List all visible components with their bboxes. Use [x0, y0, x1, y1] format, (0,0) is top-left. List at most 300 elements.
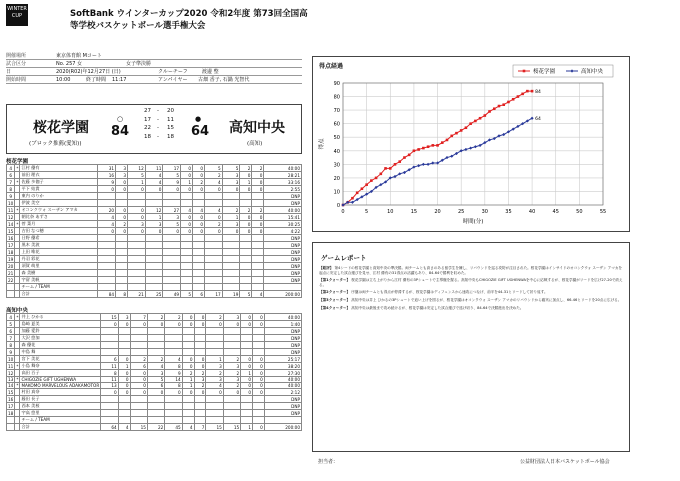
table-cell: 黒木 美波 [20, 242, 98, 249]
table-cell [240, 256, 252, 263]
table-cell [128, 270, 146, 277]
table-cell [145, 270, 163, 277]
table-row [7, 291, 302, 298]
table-cell: 16 [98, 172, 116, 179]
table-cell: 12 [8, 214, 14, 220]
table-cell [116, 263, 128, 270]
table-cell: 0 [128, 207, 146, 214]
table-cell [222, 284, 240, 291]
table-cell: 0 [118, 356, 130, 363]
table-cell: 4 [252, 291, 264, 298]
table-cell: 0 [116, 179, 128, 186]
table-cell [163, 277, 181, 284]
quarter-score: 11 [167, 116, 174, 123]
table-cell: 20 [98, 207, 116, 214]
table-cell [181, 242, 193, 249]
table-row [7, 410, 302, 417]
table-cell: 0 [145, 228, 163, 235]
table-cell: 2:55 [264, 186, 302, 193]
table-cell: 33:16 [264, 179, 302, 186]
table-cell [165, 349, 182, 356]
table-cell: 0 [240, 221, 252, 228]
table-cell [241, 335, 253, 342]
table-cell: 84 [98, 291, 116, 298]
data-point [427, 145, 430, 148]
table-cell [206, 396, 223, 403]
data-point [370, 179, 373, 182]
table-cell [181, 284, 193, 291]
table-cell [147, 349, 164, 356]
table-cell: オコンクウォ スーザン アマカ [20, 207, 98, 214]
game-info [6, 52, 302, 84]
table-cell: 6 [7, 172, 15, 179]
table-cell: 0 [118, 377, 130, 383]
table-cell: 4 [7, 165, 15, 172]
table-cell [181, 270, 193, 277]
table-cell: 日野 優希 [20, 235, 98, 242]
data-point [408, 154, 411, 157]
table-cell: 18 [8, 410, 14, 416]
table-cell [193, 270, 205, 277]
report-body: 桜花学園は立ち上がりから江村 優有の3Pシュートで主導権を握る。高知中央もCHIGOZIE GIFT UGHENWAを中心に応戦するが、桜花学園がリードを広げ27-20で終える。 [319, 278, 623, 287]
data-point [507, 101, 510, 104]
table-cell: 2 [182, 370, 194, 377]
table-cell [165, 396, 182, 403]
table-cell [205, 235, 223, 242]
table-cell: 40:00 [264, 207, 302, 214]
table-cell [181, 249, 193, 256]
table-cell: 14 [8, 383, 14, 389]
quarter-scores-b [167, 107, 174, 141]
table-cell: 0 [98, 186, 116, 193]
table-cell [101, 396, 118, 403]
table-cell: 0 [252, 186, 264, 193]
series-end-label: 84 [535, 90, 541, 96]
table-cell: DNP [264, 242, 302, 249]
page-title: SoftBank ウインターカップ2020 令和2年度 第73回全国高等学校バスケットボール選手権大会 [70, 9, 308, 31]
table-cell [163, 284, 181, 291]
table-cell: 1 [182, 383, 194, 389]
table-cell: 6 [7, 328, 15, 335]
table-cell [205, 270, 223, 277]
table-row [7, 263, 302, 270]
table-cell: 27:30 [264, 370, 301, 377]
table-cell: 伊波 美空 [20, 200, 98, 207]
table-cell [241, 410, 253, 417]
plot-area [343, 83, 603, 205]
table-row [7, 403, 302, 410]
table-cell: 17 [205, 291, 223, 298]
table-cell: 0 [252, 228, 264, 235]
table-row [7, 321, 302, 328]
table-cell: 0 [165, 321, 182, 328]
table-cell: 0 [252, 179, 264, 186]
table-cell [182, 403, 194, 410]
y-tick-label: 50 [333, 135, 340, 142]
table-row [7, 277, 302, 284]
table-cell: 藤田 長子 [20, 396, 101, 403]
table-cell [116, 277, 128, 284]
x-tick-label: 35 [505, 209, 512, 215]
table-cell: 0 [253, 389, 265, 396]
y-tick-label: 20 [333, 175, 340, 182]
table-cell [193, 193, 205, 200]
table-cell: 15 [8, 389, 14, 395]
table-cell: 2 [223, 383, 240, 389]
table-cell: 11 [8, 207, 14, 213]
table-cell [165, 328, 182, 335]
table-cell: 0 [240, 228, 252, 235]
table-cell [206, 403, 223, 410]
table-cell [128, 235, 146, 242]
legend-marker [523, 70, 526, 73]
table-cell: 0 [181, 165, 193, 172]
table-cell [147, 410, 164, 417]
table-row [7, 389, 302, 396]
table-cell [182, 417, 194, 424]
y-axis-label: 得点 [319, 138, 325, 150]
footer-author: 担当者： [318, 459, 339, 465]
table-cell [7, 284, 15, 291]
table-cell [241, 349, 253, 356]
table-cell: 3 [206, 377, 223, 383]
table-cell [145, 200, 163, 207]
table-cell: 江村 優有 [20, 165, 98, 172]
table-row [7, 165, 302, 172]
data-point [521, 93, 524, 96]
table-cell [118, 328, 130, 335]
table-cell: 4 [206, 383, 223, 389]
table-cell: 30:25 [264, 221, 302, 228]
table-cell: 4 [205, 179, 223, 186]
table-cell: 3 [145, 221, 163, 228]
table-cell [130, 396, 147, 403]
data-point [417, 148, 420, 151]
y-tick-label: 70 [333, 108, 340, 115]
table-cell [253, 403, 265, 410]
table-cell [205, 277, 223, 284]
table-cell [193, 200, 205, 207]
data-point [479, 117, 482, 120]
info-label2: クルーチーフ [158, 69, 188, 75]
table-cell: 0 [130, 377, 147, 383]
table-cell [223, 410, 240, 417]
table-cell: 0 [182, 314, 194, 321]
x-tick-label: 50 [576, 209, 583, 215]
x-tick-label: 10 [387, 209, 394, 215]
table-cell [181, 200, 193, 207]
table-row [7, 370, 302, 377]
table-cell [182, 349, 194, 356]
table-cell [163, 249, 181, 256]
data-point [441, 141, 444, 144]
table-cell: 1 [128, 179, 146, 186]
table-cell: 0 [118, 321, 130, 328]
table-row [7, 249, 302, 256]
table-cell: 0 [163, 186, 181, 193]
table-cell [205, 263, 223, 270]
table-cell: 5 [181, 291, 193, 298]
table-cell: 0 [241, 321, 253, 328]
table-cell: 3 [222, 221, 240, 228]
table-cell: 5 [147, 377, 164, 383]
table-cell [253, 410, 265, 417]
x-tick-label: 20 [434, 209, 441, 215]
box-score-b-title: 高知中央 [6, 308, 29, 314]
table-cell: 西本 美桜 [20, 403, 101, 410]
table-cell: 0 [116, 214, 128, 221]
table-cell: 0 [128, 228, 146, 235]
table-cell: 7 [130, 314, 147, 321]
table-cell: 10 [8, 356, 14, 362]
table-cell: 0 [194, 321, 206, 328]
table-cell: 2 [240, 207, 252, 214]
table-cell [194, 342, 206, 349]
table-cell [130, 410, 147, 417]
table-cell: 0 [181, 214, 193, 221]
table-cell: 加藤 愛鈴 [20, 328, 101, 335]
table-cell: 0 [145, 186, 163, 193]
table-cell: 0 [194, 389, 206, 396]
data-point [436, 144, 439, 147]
table-cell: 2 [240, 165, 252, 172]
table-cell: 4 [147, 363, 164, 370]
x-tick-label: 0 [341, 209, 345, 215]
table-cell [222, 242, 240, 249]
table-cell [145, 235, 163, 242]
table-cell [241, 417, 253, 424]
table-cell: 0 [181, 172, 193, 179]
table-cell: 22 [8, 277, 14, 283]
data-point [474, 145, 477, 148]
quarter-separator: - - - - [157, 108, 159, 140]
table-cell: 0 [116, 186, 128, 193]
quarter-scores-a [144, 107, 151, 141]
table-cell: 0 [253, 356, 265, 363]
table-cell: DNP [264, 328, 301, 335]
table-cell [241, 342, 253, 349]
table-cell: 7 [7, 179, 15, 186]
table-row [7, 235, 302, 242]
table-cell [240, 235, 252, 242]
table-cell: 1 [222, 214, 240, 221]
table-cell [240, 284, 252, 291]
table-cell: 2 [194, 383, 206, 389]
table-cell [223, 403, 240, 410]
table-cell [101, 342, 118, 349]
table-cell: * [16, 383, 19, 389]
table-cell: 40:00 [264, 377, 301, 383]
table-cell: DNP [264, 277, 302, 284]
table-cell: 4 [118, 424, 130, 431]
table-cell [7, 291, 15, 298]
table-cell: 12 [128, 165, 146, 172]
table-cell [98, 242, 116, 249]
quarter-score: 20 [167, 108, 174, 114]
table-cell [101, 328, 118, 335]
table-cell: 6 [193, 291, 205, 298]
team-a-score: 84 [111, 124, 130, 139]
table-cell: 中島 舞 [20, 349, 101, 356]
table-cell: 合計 [20, 424, 101, 431]
win-marker-icon: ○ [117, 115, 124, 123]
table-cell: 0 [240, 186, 252, 193]
table-cell: 11 [8, 363, 14, 369]
table-cell [252, 263, 264, 270]
report-paragraph [319, 278, 623, 287]
table-cell [241, 403, 253, 410]
y-tick-label: 30 [333, 162, 340, 169]
table-cell: 2 [130, 356, 147, 363]
data-point [398, 160, 401, 163]
table-cell: 0 [118, 370, 130, 377]
table-cell: 49 [163, 291, 181, 298]
table-cell [252, 270, 264, 277]
table-cell [116, 270, 128, 277]
table-cell: 3 [128, 221, 146, 228]
y-tick-label: 90 [333, 81, 340, 87]
data-point [446, 139, 449, 142]
info-value: No. 257 女 [56, 61, 83, 67]
table-cell: 15 [101, 314, 118, 321]
data-point [426, 163, 429, 166]
table-cell: 3 [116, 172, 128, 179]
table-cell [128, 256, 146, 263]
table-cell: 0 [222, 228, 240, 235]
table-cell [98, 263, 116, 270]
table-row [7, 179, 302, 186]
table-cell: 4 [145, 172, 163, 179]
table-cell: 0 [128, 214, 146, 221]
table-cell: 森 美樹 [20, 270, 98, 277]
table-cell [205, 256, 223, 263]
table-cell: 0 [253, 314, 265, 321]
table-cell: 2 [116, 221, 128, 228]
data-point [375, 177, 378, 180]
table-cell: * [16, 165, 19, 171]
table-cell [116, 242, 128, 249]
table-cell: 3 [223, 363, 240, 370]
table-row [7, 193, 302, 200]
quarter-score: 15 [167, 125, 174, 131]
table-cell: 3 [163, 214, 181, 221]
table-cell [128, 193, 146, 200]
report-heading: 【第3クォーター】 [319, 297, 351, 302]
table-cell: 5 [163, 172, 181, 179]
table-cell: 5 [222, 165, 240, 172]
table-cell: 14 [8, 221, 14, 227]
table-cell [206, 349, 223, 356]
box-score-a-title: 桜花学園 [6, 159, 29, 165]
table-cell [223, 328, 240, 335]
table-cell [7, 424, 15, 431]
table-cell [130, 349, 147, 356]
table-cell: 0 [193, 172, 205, 179]
table-cell [165, 342, 182, 349]
table-cell [128, 284, 146, 291]
table-cell [182, 410, 194, 417]
table-cell [194, 349, 206, 356]
table-cell [118, 417, 130, 424]
table-cell: 2 [205, 221, 223, 228]
table-cell: 2 [252, 165, 264, 172]
table-cell: 1 [118, 363, 130, 370]
table-cell [128, 200, 146, 207]
table-cell: 5 [163, 221, 181, 228]
table-cell [193, 249, 205, 256]
table-cell: 佐藤 多伽子 [20, 179, 98, 186]
table-cell [205, 242, 223, 249]
table-cell: 0 [182, 321, 194, 328]
table-cell [252, 277, 264, 284]
table-cell: 2 [252, 207, 264, 214]
table-cell [206, 328, 223, 335]
table-cell: 2 [165, 314, 182, 321]
x-tick-label: 30 [481, 209, 489, 215]
table-cell: 0 [130, 389, 147, 396]
table-cell: DNP [264, 410, 301, 417]
table-cell: 0 [101, 321, 118, 328]
table-cell [116, 193, 128, 200]
table-cell: 宮下 美花 [20, 356, 101, 363]
table-cell: 9 [98, 179, 116, 186]
box-score-b [6, 306, 302, 431]
table-cell: 9 [7, 349, 15, 356]
table-cell: 5 [128, 172, 146, 179]
table-cell [163, 235, 181, 242]
score-progress-chart [312, 56, 630, 232]
table-cell: 須賀 萌里 [20, 263, 98, 270]
table-cell: 0 [240, 172, 252, 179]
table-cell: 0 [241, 383, 253, 389]
table-cell: 27 [163, 207, 181, 214]
table-cell: 島崎 夏美 [20, 321, 101, 328]
table-cell [163, 263, 181, 270]
data-point [422, 163, 425, 166]
report-title: ゲームレポート [321, 254, 367, 262]
table-cell [98, 270, 116, 277]
table-cell: 0 [118, 383, 130, 389]
table-row [7, 328, 302, 335]
table-cell: 0 [147, 321, 164, 328]
table-cell: 40:00 [264, 165, 302, 172]
table-cell: 5 [240, 291, 252, 298]
table-cell: 7 [194, 424, 206, 431]
table-cell [147, 342, 164, 349]
table-cell: 0 [193, 165, 205, 172]
table-cell [222, 249, 240, 256]
table-cell: 0 [130, 321, 147, 328]
table-cell: 森 優花 [20, 342, 101, 349]
table-cell: 3 [194, 377, 206, 383]
table-cell [222, 235, 240, 242]
table-cell [98, 235, 116, 242]
table-row [7, 417, 302, 424]
table-cell [165, 335, 182, 342]
table-cell: 上田 唯花 [20, 249, 98, 256]
table-cell [193, 242, 205, 249]
table-cell: 0 [253, 424, 265, 431]
table-cell: 22 [147, 424, 164, 431]
table-cell [222, 263, 240, 270]
table-cell [145, 242, 163, 249]
table-row [7, 256, 302, 263]
table-cell [181, 277, 193, 284]
table-cell [145, 256, 163, 263]
table-cell: 28:21 [264, 172, 302, 179]
table-cell: 18 [8, 249, 14, 255]
table-cell [194, 417, 206, 424]
